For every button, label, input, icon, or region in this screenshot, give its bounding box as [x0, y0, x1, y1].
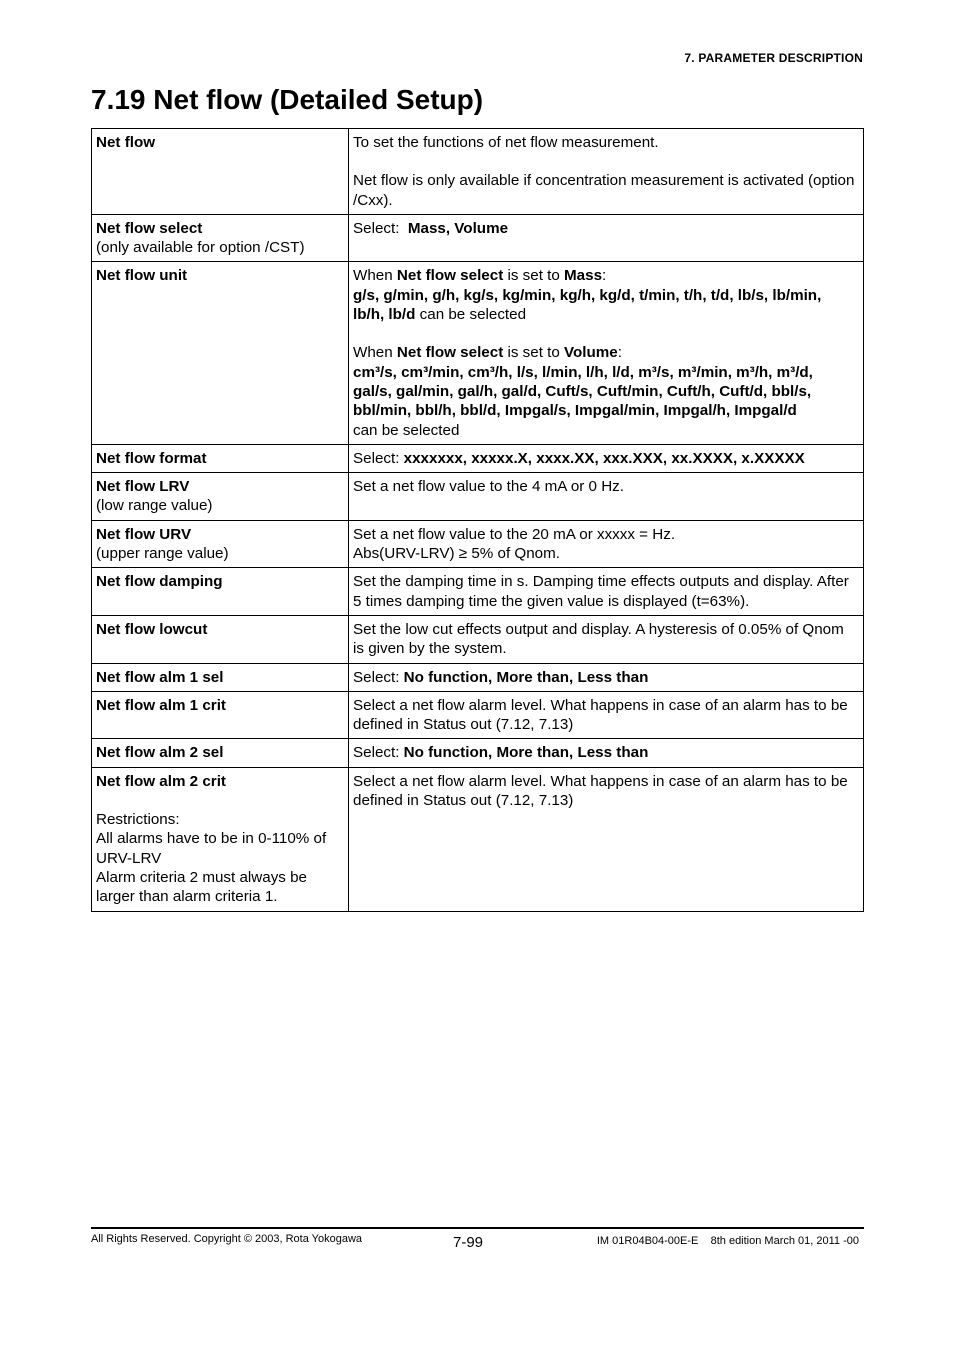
page-number: 7-99 [453, 1234, 484, 1251]
text: is set to [503, 344, 565, 362]
param-desc-cell [349, 663, 864, 691]
select-options: No function, More than, Less than [403, 744, 649, 762]
restriction-text: All alarms have to be in 0-110% of URV-LRV [96, 830, 327, 867]
param-value: Mass [564, 267, 603, 285]
param-desc: Set a net flow value to the 4 mA or 0 Hz. [353, 478, 624, 496]
table-row [92, 214, 864, 262]
param-desc: To set the functions of net flow measurement. [353, 134, 659, 151]
text: can be selected [415, 306, 527, 324]
param-desc: Net flow is only available if concentration measurement is activated (option /Cxx). [353, 172, 855, 209]
param-name: Net flow unit [96, 267, 188, 285]
units-volume: cm³/s, cm³/min, cm³/h, l/s, l/min, l/h, l/d, m³/s, m³/min, m³/h, m³/d, gal/s, gal/min, gal/h, gal/d, Cuft/s, Cuft/min, Cuft/h, Cuft/d, bbl/s, bbl/min, bbl/h, bbl/d, Impgal/s, Impgal/min, Impgal/h, Impgal/d [353, 363, 813, 420]
table-row [92, 691, 864, 739]
param-name: Net flow [96, 134, 156, 151]
param-desc-cell [349, 214, 864, 262]
param-desc: Set the damping time in s. Damping time effects outputs and display. After 5 times damping time the given value is displayed (t=63%). [353, 573, 849, 610]
param-desc-cell [349, 444, 864, 472]
param-name-cell [92, 262, 349, 444]
param-name-cell [92, 129, 349, 215]
param-name: Net flow alm 2 crit [96, 772, 226, 790]
text: : [602, 267, 607, 285]
units-volume-suffix: can be selected [353, 421, 460, 439]
param-desc: Set a net flow value to the 20 mA or xxxxx = Hz. [353, 525, 676, 543]
table-row [92, 767, 864, 911]
parameter-table [91, 128, 864, 912]
param-name-cell [92, 214, 349, 262]
param-desc-cell [349, 568, 864, 616]
param-note: (upper range value) [96, 545, 229, 563]
param-name-cell [92, 520, 349, 568]
footer-divider [91, 1227, 864, 1229]
table-row [92, 444, 864, 472]
footer-copyright: All Rights Reserved. Copyright © 2003, Rota Yokogawa [91, 1233, 363, 1245]
param-desc-cell [349, 767, 864, 911]
section-header: 7. PARAMETER DESCRIPTION [684, 51, 863, 65]
table-row [92, 568, 864, 616]
table-row [92, 615, 864, 663]
page-title: 7.19 Net flow (Detailed Setup) [91, 84, 484, 115]
param-note: (only available for option /CST) [96, 239, 305, 257]
unit-condition-volume [353, 343, 855, 362]
param-desc-cell [349, 520, 864, 568]
restriction-text: Alarm criteria 2 must always be larger than alarm criteria 1. [96, 868, 308, 906]
footer-doc-id: IM 01R04B04-00E-E 8th edition March 01, 2011 -00 [596, 1235, 859, 1247]
param-desc-cell [349, 473, 864, 521]
param-desc-cell [349, 262, 864, 444]
param-name-cell [92, 691, 349, 739]
table-row [92, 262, 864, 444]
text: When [353, 267, 397, 285]
table-row [92, 473, 864, 521]
units-mass-list [353, 286, 855, 325]
param-name: Net flow URV [96, 525, 192, 543]
param-name: Net flow alm 2 sel [96, 744, 224, 762]
table-row [92, 739, 864, 767]
param-name-cell [92, 739, 349, 767]
param-ref: Net flow select [396, 267, 504, 285]
select-label: Select: [353, 668, 404, 686]
param-ref: Net flow select [396, 344, 504, 362]
restrictions-label: Restrictions: [96, 811, 180, 829]
table-row [92, 663, 864, 691]
select-options: Mass, Volume [407, 219, 509, 237]
param-name-cell [92, 663, 349, 691]
param-name: Net flow select [96, 219, 203, 237]
param-desc-cell [349, 739, 864, 767]
param-note: (low range value) [96, 497, 213, 515]
param-desc-cell [349, 691, 864, 739]
param-name-cell [92, 568, 349, 616]
param-name: Net flow LRV [96, 478, 190, 496]
select-options: xxxxxxx, xxxxx.X, xxxx.XX, xxx.XXX, xx.XXXX, x.XXXXX [403, 449, 805, 467]
param-name: Net flow lowcut [96, 620, 208, 638]
param-name-cell [92, 615, 349, 663]
param-desc: Select a net flow alarm level. What happens in case of an alarm has to be defined in Status out (7.12, 7.13) [353, 696, 848, 734]
select-label: Select: [353, 449, 404, 467]
param-desc-cell [349, 129, 864, 215]
param-desc: Abs(URV-LRV) ≥ 5% of Qnom. [353, 545, 560, 563]
param-name-cell [92, 444, 349, 472]
param-name: Net flow damping [96, 573, 223, 591]
param-value: Volume [564, 344, 618, 362]
text: is set to [503, 267, 565, 285]
param-desc-cell [349, 615, 864, 663]
param-name: Net flow alm 1 crit [96, 696, 226, 714]
param-desc: Select a net flow alarm level. What happens in case of an alarm has to be defined in Status out (7.12, 7.13) [353, 772, 848, 810]
unit-condition-mass [353, 266, 855, 285]
param-desc: Set the low cut effects output and display. A hysteresis of 0.05% of Qnom is given by the system. [353, 620, 844, 658]
param-name-cell [92, 473, 349, 521]
param-name: Net flow alm 1 sel [96, 668, 224, 686]
text: : [617, 344, 622, 362]
table-row [92, 129, 864, 215]
param-name-cell [92, 767, 349, 911]
select-label: Select: [353, 744, 404, 762]
select-options: No function, More than, Less than [403, 668, 649, 686]
units-mass: g/s, g/min, g/h, kg/s, kg/min, kg/h, kg/d, t/min, t/h, t/d, lb/s, lb/min, lb/h, lb/d [353, 286, 822, 324]
param-name: Net flow format [96, 449, 207, 467]
text: When [353, 344, 397, 362]
select-label: Select: [353, 219, 408, 237]
table-row [92, 520, 864, 568]
